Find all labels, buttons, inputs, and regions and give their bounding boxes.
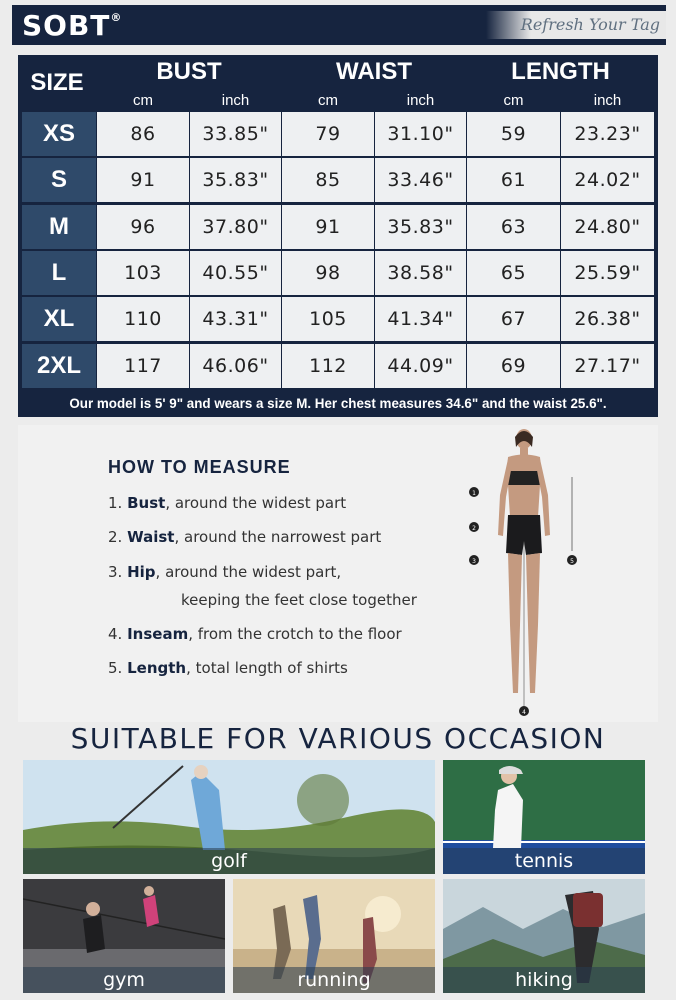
table-cell: 112 bbox=[282, 344, 374, 388]
unit-header: inch bbox=[190, 89, 281, 111]
table-cell: 91 bbox=[282, 205, 374, 249]
table-cell: 46.06" bbox=[190, 344, 281, 388]
golf-photo bbox=[23, 760, 435, 874]
table-cell: 41.34" bbox=[375, 297, 466, 341]
table-cell: 61 bbox=[467, 158, 560, 202]
marker-label: 3 bbox=[472, 558, 476, 565]
table-cell: 79 bbox=[282, 112, 374, 156]
unit-header: cm bbox=[97, 89, 189, 111]
size-column-header: SIZE bbox=[18, 55, 96, 111]
model-figure-icon bbox=[458, 425, 598, 722]
running-caption: running bbox=[233, 967, 435, 993]
table-row bbox=[18, 157, 658, 203]
table-cell: 86 bbox=[97, 112, 189, 156]
measure-item-hip-continued: keeping the feet close together bbox=[181, 591, 417, 609]
table-cell: 23.23" bbox=[561, 112, 654, 156]
unit-header: inch bbox=[561, 89, 654, 111]
gym-caption: gym bbox=[23, 967, 225, 993]
size-cell: L bbox=[22, 251, 96, 295]
bust-header: BUST bbox=[97, 55, 281, 88]
size-cell: 2XL bbox=[22, 344, 96, 388]
waist-header: WAIST bbox=[282, 55, 466, 88]
table-cell: 33.46" bbox=[375, 158, 466, 202]
table-cell: 33.85" bbox=[190, 112, 281, 156]
size-cell: M bbox=[22, 205, 96, 249]
table-cell: 26.38" bbox=[561, 297, 654, 341]
table-cell: 105 bbox=[282, 297, 374, 341]
table-cell: 69 bbox=[467, 344, 560, 388]
measure-item-waist: 2. Waist, around the narrowest part bbox=[108, 528, 382, 546]
table-cell: 117 bbox=[97, 344, 189, 388]
table-cell: 67 bbox=[467, 297, 560, 341]
tagline: Refresh Your Tag bbox=[486, 11, 666, 39]
header-bar bbox=[12, 5, 666, 45]
hiking-photo bbox=[443, 879, 645, 993]
table-cell: 35.83" bbox=[375, 205, 466, 249]
table-cell: 40.55" bbox=[190, 251, 281, 295]
table-cell: 37.80" bbox=[190, 205, 281, 249]
marker-label: 2 bbox=[472, 525, 476, 532]
table-cell: 65 bbox=[467, 251, 560, 295]
occasions-title: SUITABLE FOR VARIOUS OCCASION bbox=[70, 722, 606, 755]
table-cell: 25.59" bbox=[561, 251, 654, 295]
marker-label: 1 bbox=[472, 490, 476, 497]
table-row bbox=[18, 111, 658, 157]
marker-label: 5 bbox=[570, 558, 574, 565]
table-cell: 59 bbox=[467, 112, 560, 156]
table-cell: 24.02" bbox=[561, 158, 654, 202]
measure-item-inseam: 4. Inseam, from the crotch to the floor bbox=[108, 625, 402, 643]
table-cell: 27.17" bbox=[561, 344, 654, 388]
table-cell: 35.83" bbox=[190, 158, 281, 202]
model-note: Our model is 5' 9" and wears a size M. Her chest measures 34.6" and the waist 25.6". bbox=[69, 395, 607, 411]
size-cell: XS bbox=[22, 112, 96, 156]
table-cell: 44.09" bbox=[375, 344, 466, 388]
measure-item-hip: 3. Hip, around the widest part, bbox=[108, 563, 342, 581]
gym-photo bbox=[23, 879, 225, 993]
table-cell: 31.10" bbox=[375, 112, 466, 156]
unit-header: cm bbox=[282, 89, 374, 111]
table-cell: 103 bbox=[97, 251, 189, 295]
table-row bbox=[18, 296, 658, 342]
table-cell: 63 bbox=[467, 205, 560, 249]
size-chart-table bbox=[18, 55, 658, 417]
how-to-measure-title: HOW TO MEASURE bbox=[108, 457, 291, 477]
unit-header: inch bbox=[375, 89, 466, 111]
table-row bbox=[18, 343, 658, 389]
table-cell: 91 bbox=[97, 158, 189, 202]
table-cell: 38.58" bbox=[375, 251, 466, 295]
brand-logo: SOBT® bbox=[22, 9, 123, 42]
tennis-caption: tennis bbox=[443, 848, 645, 874]
how-to-measure-panel bbox=[18, 425, 658, 722]
table-cell: 43.31" bbox=[190, 297, 281, 341]
measure-item-length: 5. Length, total length of shirts bbox=[108, 659, 348, 677]
unit-header: cm bbox=[467, 89, 560, 111]
table-cell: 96 bbox=[97, 205, 189, 249]
hiking-caption: hiking bbox=[443, 967, 645, 993]
size-cell: S bbox=[22, 158, 96, 202]
size-cell: XL bbox=[22, 297, 96, 341]
table-cell: 85 bbox=[282, 158, 374, 202]
table-cell: 24.80" bbox=[561, 205, 654, 249]
golf-caption: golf bbox=[23, 848, 435, 874]
table-row bbox=[18, 204, 658, 250]
marker-label: 4 bbox=[522, 709, 526, 716]
tennis-photo bbox=[443, 760, 645, 874]
length-header: LENGTH bbox=[467, 55, 654, 88]
measure-item-bust: 1. Bust, around the widest part bbox=[108, 494, 347, 512]
table-cell: 110 bbox=[97, 297, 189, 341]
running-photo bbox=[233, 879, 435, 993]
table-cell: 98 bbox=[282, 251, 374, 295]
table-row bbox=[18, 250, 658, 296]
